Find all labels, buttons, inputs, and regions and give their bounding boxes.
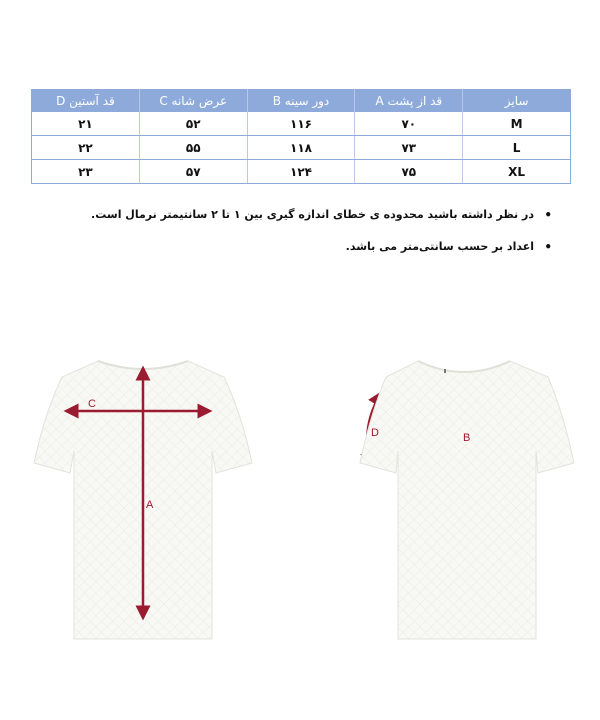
label-chest: B <box>463 432 471 444</box>
shirt-front-view <box>352 355 582 645</box>
header-size: سایز <box>463 90 571 113</box>
header-back-length: قد از پشت A <box>355 90 463 113</box>
cell-back-length: ۷۳ <box>355 136 463 160</box>
cell-back-length: ۷۰ <box>355 112 463 136</box>
label-sleeve: D <box>371 427 379 439</box>
cell-chest: ۱۱۸ <box>247 136 355 160</box>
cell-back-length: ۷۵ <box>355 160 463 184</box>
cell-chest: ۱۲۴ <box>247 160 355 184</box>
cell-sleeve-length: ۲۳ <box>32 160 140 184</box>
cell-shoulder-width: ۵۲ <box>139 112 247 136</box>
note-units: • اعداد بر حسب سانتی‌متر می باشد. <box>76 238 556 270</box>
header-shoulder-width: عرض شانه C <box>139 90 247 113</box>
label-length: A <box>146 499 154 511</box>
note-measurement-tolerance: • در نظر داشته باشید محدوده ی خطای اندازه گیری بین ۱ تا ۲ سانتیمتر نرمال است. <box>76 206 556 238</box>
label-width: C <box>88 398 96 410</box>
cell-chest: ۱۱۶ <box>247 112 355 136</box>
cell-size: XL <box>463 160 571 184</box>
header-chest: دور سینه B <box>247 90 355 113</box>
header-sleeve-length: قد آستین D <box>32 90 140 113</box>
shirt-front-body <box>360 361 574 639</box>
cell-sleeve-length: ۲۱ <box>32 112 140 136</box>
cell-shoulder-width: ۵۷ <box>139 160 247 184</box>
cell-shoulder-width: ۵۵ <box>139 136 247 160</box>
cell-sleeve-length: ۲۲ <box>32 136 140 160</box>
cell-size: L <box>463 136 571 160</box>
cell-size: M <box>463 112 571 136</box>
